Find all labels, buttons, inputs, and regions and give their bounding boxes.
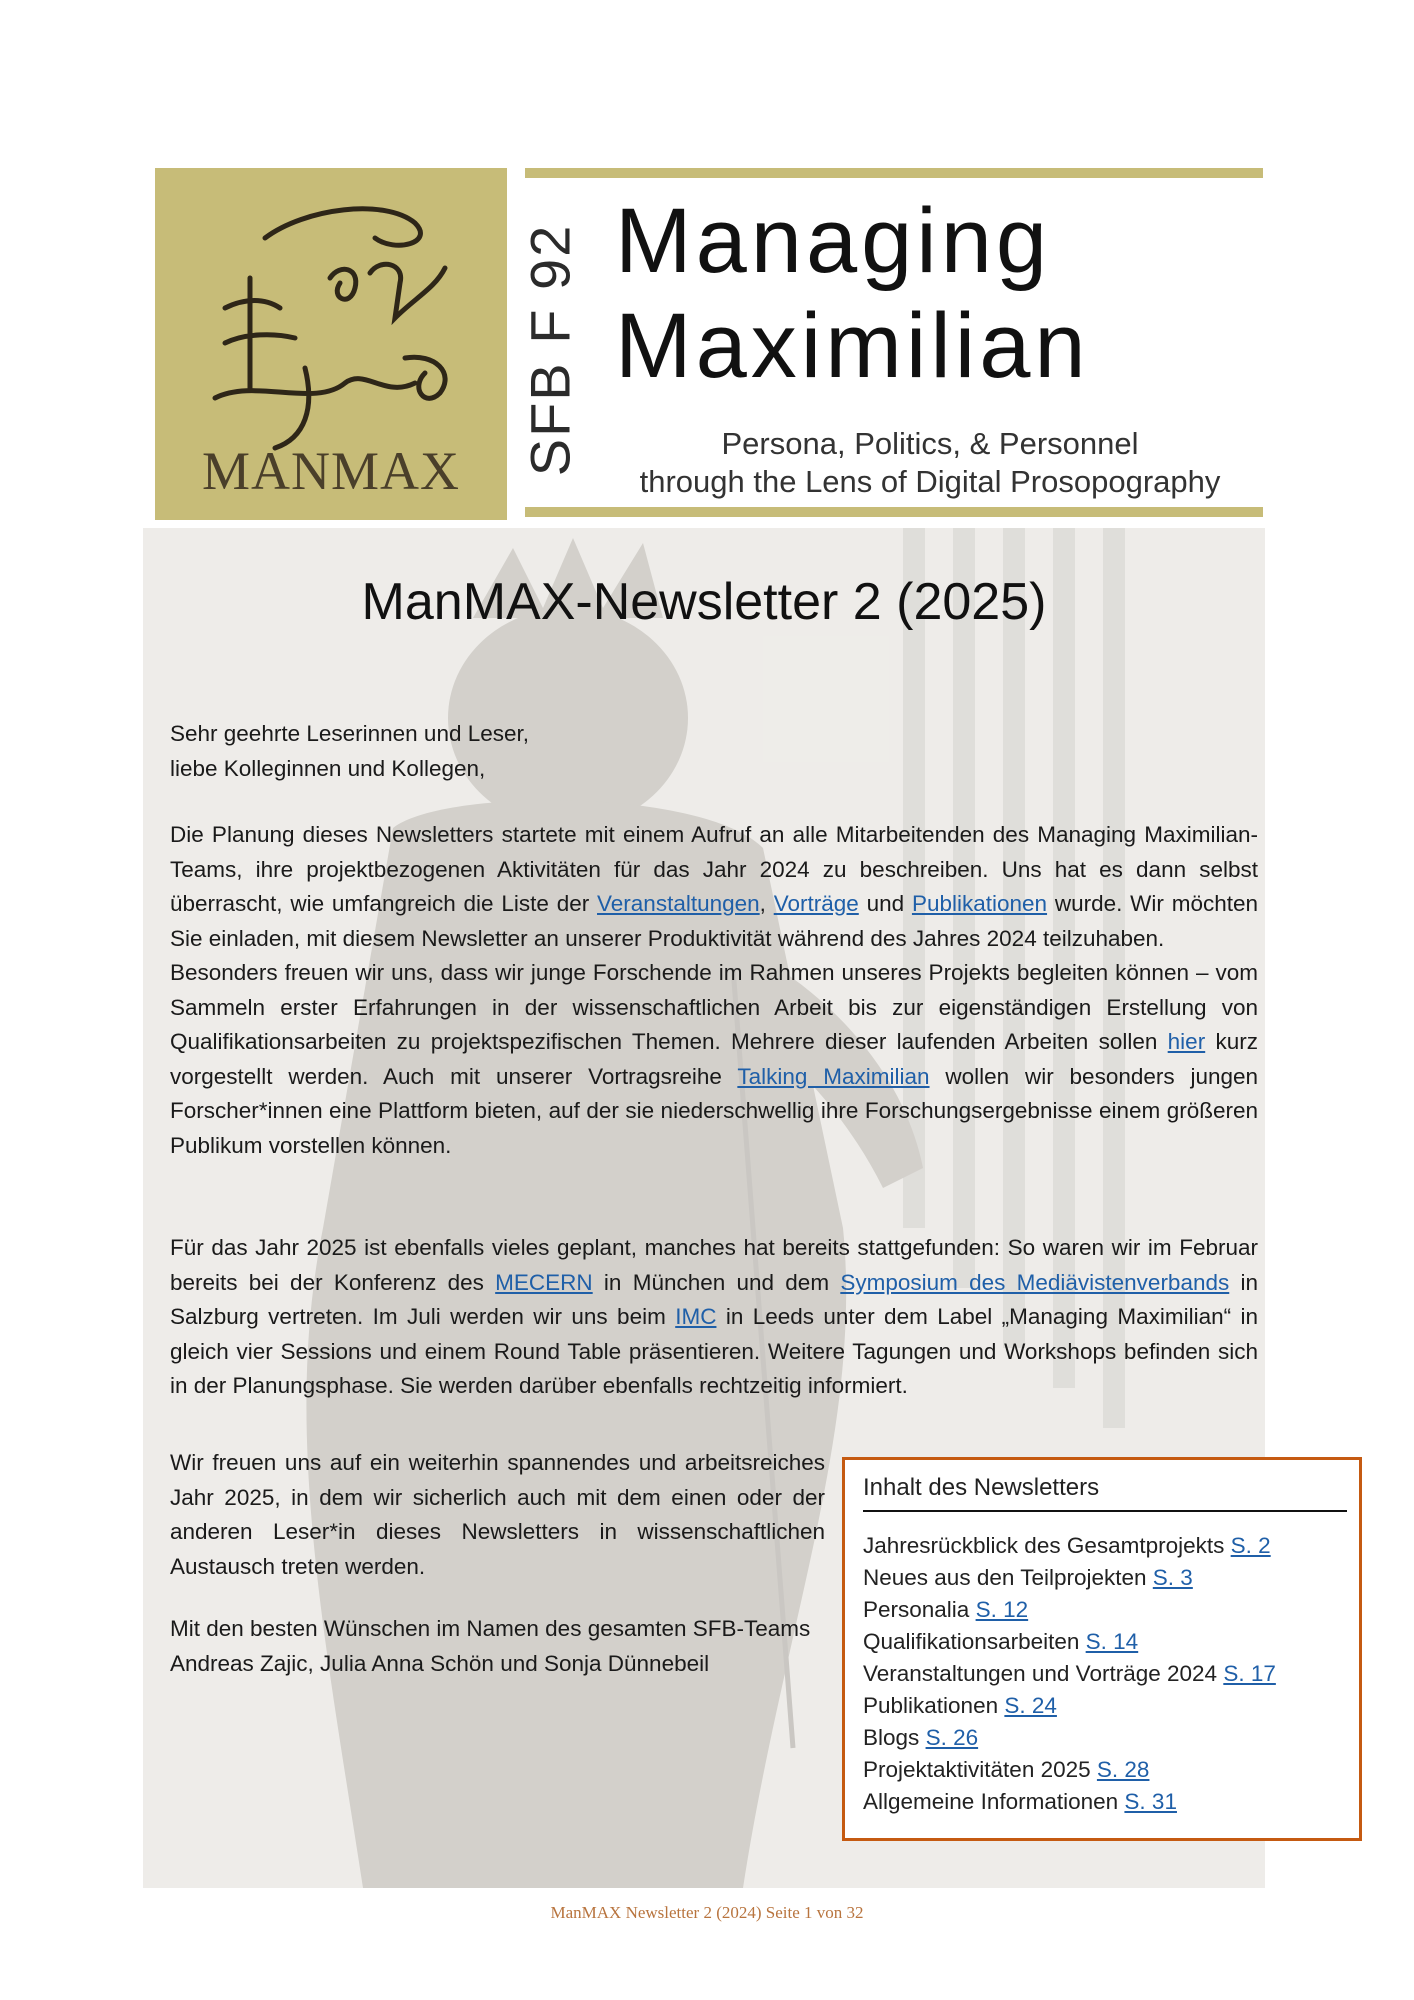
link-vortraege[interactable]: Vorträge: [773, 891, 859, 916]
link-imc[interactable]: IMC: [675, 1304, 717, 1329]
page-footer: ManMAX Newsletter 2 (2024) Seite 1 von 32: [550, 1903, 864, 1922]
newsletter-title: ManMAX-Newsletter 2 (2025): [361, 573, 1047, 631]
toc-page-link[interactable]: S. 31: [1124, 1789, 1177, 1814]
outlook-paragraph: Wir freuen uns auf ein weiterhin spannendes und arbeitsreiches Jahr 2025, in dem wir sicherlich auch mit dem einen oder der anderen Leser*in dieses Newsletters in wissenschaftlichen Austausch treten werden.: [170, 1450, 825, 1579]
plans-paragraph: Für das Jahr 2025 ist ebenfalls vieles geplant, manches hat bereits stattgefunden: So waren wir im Februar bereits bei der Konferenz des MECERN in München und dem Symposium des Mediävistenverbands in Salzburg vertreten. Im Juli werden wir uns beim IMC in Leeds unter dem Label „Managing Maximilian“ in gleich vier Sessions und einem Round Table präsentieren. Weitere Tagungen und Workshops befinden sich in der Planungsphase. Sie werden darüber ebenfalls rechtzeitig informiert.: [170, 1235, 1259, 1398]
link-veranstaltungen[interactable]: Veranstaltungen: [597, 891, 760, 916]
sfb-label: SFB F 92: [518, 223, 582, 477]
toc-page-link[interactable]: S. 24: [1004, 1693, 1057, 1718]
toc-item: Neues aus den Teilprojekten S. 3: [863, 1565, 1193, 1590]
toc-item: Qualifikationsarbeiten S. 14: [863, 1629, 1139, 1654]
closing: [170, 1612, 825, 1681]
toc-divider: [863, 1510, 1347, 1512]
toc-item: Personalia S. 12: [863, 1597, 1029, 1622]
logo-text: MANMAX: [201, 441, 461, 501]
project-title-line2: Maximilian: [615, 295, 1090, 397]
toc-page-link[interactable]: S. 17: [1223, 1661, 1276, 1686]
project-subtitle-line1: Persona, Politics, & Personnel: [721, 426, 1139, 461]
toc-page-link[interactable]: S. 12: [975, 1597, 1029, 1622]
project-subtitle-line2: through the Lens of Digital Prosopography: [639, 464, 1221, 499]
salutation-line1: Sehr geehrte Leserinnen und Leser,: [170, 721, 530, 746]
toc-item: Veranstaltungen und Vorträge 2024 S. 17: [863, 1661, 1276, 1686]
toc-page-link[interactable]: S. 3: [1152, 1565, 1193, 1590]
intro-paragraph: Die Planung dieses Newsletters startete mit einem Aufruf an alle Mitarbeitenden des Managing Maximilian-Teams, ihre projektbezogenen Aktivitäten für das Jahr 2024 zu beschreiben. Uns hat es dann selbst überrascht, wie umfangreich die Liste der Veranstaltungen, Vorträge und Publikationen wurde. Wir möchten Sie einladen, mit diesem Newsletter an unserer Produktivität während des Jahres 2024 teilzuhaben. Besonders freuen wir uns, dass wir junge Forschende im Rahmen unseres Projekts begleiten können – vom Sammeln erster Erfahrungen in der wissenschaftlichen Arbeit bis zur eigenständigen Erstellung von Qualifikationsarbeiten zu projektspezifischen Themen. Mehrere dieser laufenden Arbeiten sollen hier kurz vorgestellt werden. Auch mit unserer Vortragsreihe Talking Maximilian wollen wir besonders jungen Forscher*innen eine Plattform bieten, auf der sie niederschwellig ihre Forschungsergebnisse einem größeren Publikum vorstellen können.: [170, 822, 1259, 1158]
link-hier[interactable]: hier: [1167, 1029, 1206, 1054]
toc-title: Inhalt des Newsletters: [863, 1474, 1100, 1501]
toc-item: Allgemeine Informationen S. 31: [863, 1789, 1177, 1814]
link-talking-maximilian[interactable]: Talking Maximilian: [737, 1063, 930, 1089]
toc-item: Projektaktivitäten 2025 S. 28: [863, 1757, 1150, 1782]
link-publikationen[interactable]: Publikationen: [911, 891, 1048, 916]
salutation: [170, 717, 1258, 786]
toc-list: [863, 1530, 1276, 1818]
toc-page-link[interactable]: S. 14: [1085, 1629, 1139, 1654]
signatories: Andreas Zajic, Julia Anna Schön und Sonja Dünnebeil: [170, 1650, 710, 1676]
toc-item: Publikationen S. 24: [863, 1693, 1057, 1718]
salutation-line2: liebe Kolleginnen und Kollegen,: [170, 755, 486, 781]
toc-page-link[interactable]: S. 28: [1096, 1757, 1150, 1782]
manmax-logo: [155, 168, 507, 520]
toc-item: Blogs S. 26: [863, 1725, 979, 1750]
toc-page-link[interactable]: S. 26: [925, 1725, 979, 1750]
project-title-line1: Managing: [615, 190, 1052, 292]
header-rule-bottom: [525, 507, 1263, 517]
link-mecern[interactable]: MECERN: [495, 1269, 593, 1295]
table-of-contents: [842, 1457, 1362, 1841]
toc-page-link[interactable]: S. 2: [1230, 1533, 1271, 1558]
link-symposium[interactable]: Symposium des Mediävistenverbands: [840, 1269, 1230, 1295]
header-rule-top: [525, 168, 1263, 178]
toc-item: Jahresrückblick des Gesamtprojekts S. 2: [863, 1533, 1271, 1558]
closing-line1: Mit den besten Wünschen im Namen des gesamten SFB-Teams: [170, 1616, 811, 1641]
